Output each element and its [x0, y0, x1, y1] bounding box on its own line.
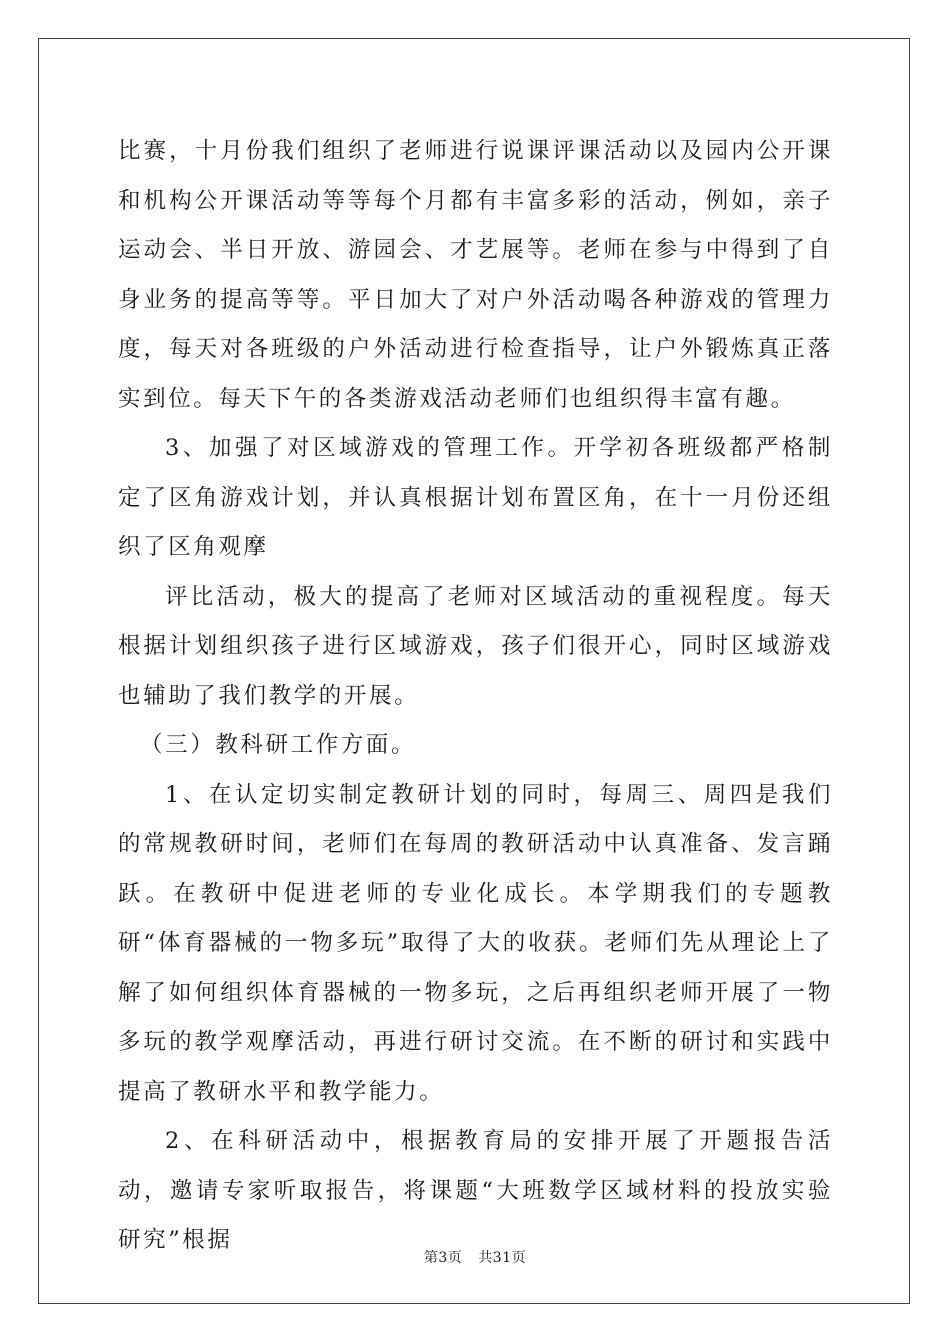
section-heading-research: （三）教科研工作方面。: [140, 732, 417, 758]
paragraph-continued: 比赛，十月份我们组织了老师进行说课评课活动以及园内公开课和机构公开课活动等等每个月都有丰富多彩的活动，例如，亲子运动会、半日开放、游园会、才艺展等。老师在参与中得到了自身业务的提高等等。平日加大了对户外活动喝各种游戏的管理力度，每天对各班级的户外活动进行检查指导，让户外锻炼真正落实到位。每天下午的各类游戏活动老师们也组织得丰富有趣。: [118, 138, 833, 412]
paragraph-item-3: 3、加强了对区域游戏的管理工作。开学初各班级都严格制定了区角游戏计划，并认真根据计划布置区角，在十一月份还组织了区角观摩: [118, 435, 833, 560]
page-number: 第3页: [423, 1250, 463, 1266]
paragraph-evaluation: 评比活动，极大的提高了老师对区域活动的重视程度。每天根据计划组织孩子进行区域游戏，孩子们很开心，同时区域游戏也辅助了我们教学的开展。: [118, 583, 833, 709]
document-body: [118, 127, 833, 1266]
paragraph-item-1: 1、在认定切实制定教研计划的同时，每周三、周四是我们的常规教研时间，老师们在每周的教研活动中认真准备、发言踊跃。在教研中促进老师的专业化成长。本学期我们的专题教研“体育器械的一物多玩”取得了大的收获。老师们先从理论上了解了如何组织体育器械的一物多玩，之后再组织老师开展了一物多玩的教学观摩活动，再进行研讨交流。在不断的研讨和实践中提高了教研水平和教学能力。: [118, 781, 833, 1105]
page-footer: [0, 1247, 950, 1267]
page-total: 共31页: [478, 1250, 527, 1266]
paragraph-item-2: 2、在科研活动中，根据教育局的安排开展了开题报告活动，邀请专家听取报告，将课题“大班数学区域材料的投放实验研究”根据: [118, 1128, 833, 1253]
